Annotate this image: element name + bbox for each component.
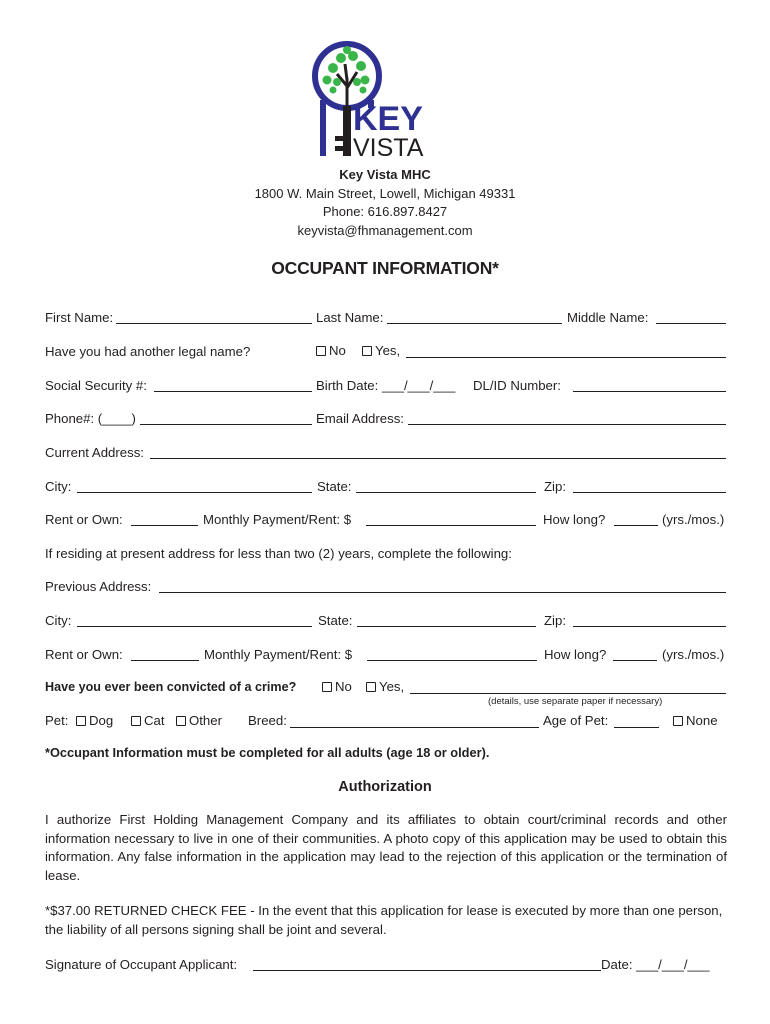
prev-yrs-mos-label: (yrs./mos.) xyxy=(662,647,725,662)
current-address-field[interactable] xyxy=(150,458,726,459)
previous-address-label: Previous Address: xyxy=(45,579,152,594)
phone-field[interactable] xyxy=(140,424,312,425)
last-name-field[interactable] xyxy=(387,323,562,324)
email-field[interactable] xyxy=(408,424,726,425)
pet-other-checkbox[interactable] xyxy=(176,716,186,726)
legal-name-no-option[interactable] xyxy=(316,343,346,358)
breed-field[interactable] xyxy=(290,727,539,728)
details-note: (details, use separate paper if necessary) xyxy=(488,696,663,707)
breed-label: Breed: xyxy=(248,713,287,728)
first-name-field[interactable] xyxy=(116,323,312,324)
signature-date-label[interactable]: Date: ___/___/___ xyxy=(601,957,710,972)
key-vista-logo xyxy=(305,38,465,160)
rent-own-label: Rent or Own: xyxy=(45,512,123,527)
yrs-mos-label: (yrs./mos.) xyxy=(662,512,725,527)
age-of-pet-label: Age of Pet: xyxy=(543,713,609,728)
city-field[interactable] xyxy=(77,492,312,493)
prev-state-label: State: xyxy=(318,613,353,628)
pet-label: Pet: xyxy=(45,713,69,728)
company-name: Key Vista MHC xyxy=(339,167,431,182)
prev-how-long-field[interactable] xyxy=(613,660,657,661)
logo-vista-text: VISTA xyxy=(353,134,424,160)
pet-cat-label: Cat xyxy=(144,713,165,728)
pet-none-label: None xyxy=(686,713,718,728)
pet-none-option[interactable] xyxy=(673,713,718,728)
authorization-title: Authorization xyxy=(338,779,432,795)
legal-name-yes-checkbox[interactable] xyxy=(362,346,372,356)
returned-check-fee-note: *$37.00 RETURNED CHECK FEE - In the event that this application for lease is executed by more than one person, the liability of all persons signing shall be joint and several. xyxy=(45,903,723,937)
prev-monthly-payment-label: Monthly Payment/Rent: $ xyxy=(204,647,353,662)
last-name-label: Last Name: xyxy=(316,310,384,325)
company-phone: Phone: 616.897.8427 xyxy=(322,204,448,219)
crime-yes-option[interactable] xyxy=(366,679,404,694)
crime-question: Have you ever been convicted of a crime? xyxy=(45,680,297,694)
pet-dog-option[interactable] xyxy=(76,713,113,728)
prev-state-field[interactable] xyxy=(357,626,536,627)
crime-no-option[interactable] xyxy=(322,679,352,694)
pet-dog-label: Dog xyxy=(89,713,114,728)
company-email: keyvista@fhmanagement.com xyxy=(297,222,473,238)
adults-note: *Occupant Information must be completed for all adults (age 18 or older). xyxy=(45,745,490,760)
legal-name-no-label: No xyxy=(329,343,346,358)
crime-yes-checkbox[interactable] xyxy=(366,682,376,692)
phone-label: Phone#: (____) xyxy=(45,411,136,426)
legal-name-yes-option[interactable] xyxy=(362,343,400,358)
email-label: Email Address: xyxy=(316,411,404,426)
crime-no-label: No xyxy=(335,679,352,694)
middle-name-label: Middle Name: xyxy=(567,310,649,325)
first-name-label: First Name: xyxy=(45,310,114,325)
other-legal-name-field[interactable] xyxy=(406,357,726,358)
company-address: 1800 W. Main Street, Lowell, Michigan 49331 xyxy=(254,185,516,201)
residing-note: If residing at present address for less than two (2) years, complete the following: xyxy=(45,546,512,561)
age-of-pet-field[interactable] xyxy=(614,727,659,728)
prev-zip-field[interactable] xyxy=(573,626,726,627)
prev-monthly-payment-field[interactable] xyxy=(367,660,537,661)
pet-cat-checkbox[interactable] xyxy=(131,716,141,726)
prev-zip-label: Zip: xyxy=(544,613,566,628)
signature-label: Signature of Occupant Applicant: xyxy=(45,957,238,972)
page-title: OCCUPANT INFORMATION* xyxy=(271,258,499,278)
pet-none-checkbox[interactable] xyxy=(673,716,683,726)
signature-field[interactable] xyxy=(253,970,601,971)
ssn-label: Social Security #: xyxy=(45,378,147,393)
middle-name-field[interactable] xyxy=(656,323,726,324)
pet-other-option[interactable] xyxy=(176,713,222,728)
prev-city-field[interactable] xyxy=(77,626,312,627)
legal-name-question: Have you had another legal name? xyxy=(45,344,251,359)
state-field[interactable] xyxy=(356,492,536,493)
legal-name-no-checkbox[interactable] xyxy=(316,346,326,356)
prev-city-label: City: xyxy=(45,613,72,628)
crime-details-field[interactable] xyxy=(410,693,726,694)
crime-yes-label: Yes, xyxy=(379,679,405,694)
pet-cat-option[interactable] xyxy=(131,713,165,728)
legal-name-yes-label: Yes, xyxy=(375,343,401,358)
company-header xyxy=(0,166,770,240)
prev-rent-own-field[interactable] xyxy=(131,660,199,661)
authorization-paragraph: I authorize First Holding Management Company and its affiliates to obtain court/criminal records and other information necessary to live in one of their communities. A photo copy of this application may be used to obtain this information. Any false information in the application may lead to the rejection of this application or the termination of lease. xyxy=(45,812,727,883)
city-label: City: xyxy=(45,479,72,494)
how-long-label: How long? xyxy=(543,512,606,527)
crime-no-checkbox[interactable] xyxy=(322,682,332,692)
dl-id-label: DL/ID Number: xyxy=(473,378,561,393)
monthly-payment-field[interactable] xyxy=(366,525,536,526)
pet-dog-checkbox[interactable] xyxy=(76,716,86,726)
rent-own-field[interactable] xyxy=(131,525,198,526)
prev-rent-own-label: Rent or Own: xyxy=(45,647,123,662)
current-address-label: Current Address: xyxy=(45,445,144,460)
prev-how-long-label: How long? xyxy=(544,647,607,662)
birth-date-label[interactable]: Birth Date: ___/___/___ xyxy=(316,378,456,393)
zip-label: Zip: xyxy=(544,479,566,494)
monthly-payment-label: Monthly Payment/Rent: $ xyxy=(203,512,352,527)
pet-other-label: Other xyxy=(189,713,222,728)
logo-key-text: KEY xyxy=(353,100,423,138)
ssn-field[interactable] xyxy=(154,391,312,392)
previous-address-field[interactable] xyxy=(159,592,726,593)
zip-field[interactable] xyxy=(573,492,726,493)
dl-id-field[interactable] xyxy=(573,391,726,392)
state-label: State: xyxy=(317,479,352,494)
how-long-field[interactable] xyxy=(614,525,658,526)
